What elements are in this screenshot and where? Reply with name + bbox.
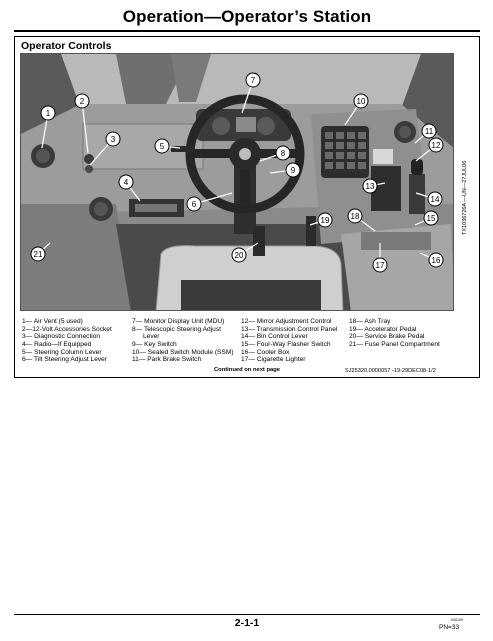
svg-text:12: 12: [431, 141, 441, 150]
legend-item: 5— Steering Column Lever: [22, 348, 102, 356]
callout-7: [246, 73, 260, 87]
pn-number: PN=33: [439, 624, 460, 631]
legend-item: 15— Four-Way Flasher Switch: [241, 341, 331, 349]
continued-note: Continued on next page: [213, 367, 281, 373]
legend-item: 7— Monitor Display Unit (MDU): [132, 318, 225, 325]
callout-17: [373, 258, 387, 272]
legend-column-2: [132, 318, 234, 364]
reference-code: SJ25320,0000057 -19-29DEC08-1/2: [345, 368, 436, 374]
legend-item: 21— Fuse Panel Compartment: [349, 341, 440, 349]
legend-item: 10— Sealed Switch Module (SSM): [132, 348, 234, 356]
date-stamp: 040109: [451, 618, 463, 622]
legend-item: 19— Accelerator Pedal: [349, 325, 417, 333]
svg-text:18: 18: [350, 212, 360, 221]
svg-text:3: 3: [110, 135, 116, 144]
leader-lines: [38, 80, 436, 265]
callout-15: [424, 211, 438, 225]
svg-text:20: 20: [234, 251, 244, 260]
legend-item: 12— Mirror Adjustment Control: [241, 318, 332, 325]
callout-13: [363, 179, 377, 193]
svg-text:13: 13: [365, 182, 375, 191]
legend-item: 11— Park Brake Switch: [132, 356, 202, 364]
svg-text:15: 15: [426, 214, 436, 223]
legend-item: 4— Radio—If Equipped: [22, 341, 92, 349]
callout-8: [276, 146, 290, 160]
page-title: Operation—Operator’s Station: [122, 7, 372, 26]
callout-12: [429, 138, 443, 152]
svg-text:21: 21: [33, 250, 43, 259]
callout-9: [286, 163, 300, 177]
callout-18: [348, 209, 362, 223]
svg-text:14: 14: [430, 195, 440, 204]
legend-item: 6— Tilt Steering Adjust Lever: [22, 356, 108, 364]
callout-2: [75, 94, 89, 108]
legend-column-3: [241, 318, 337, 364]
legend-item: Lever: [132, 333, 160, 341]
callout-19: [318, 213, 332, 227]
legend-column-4: [349, 318, 440, 349]
callout-5: [155, 139, 169, 153]
callout-11: [422, 124, 436, 138]
figure-code: TX1036726A —UN—27JUL06: [462, 160, 468, 235]
legend-item: 20— Service Brake Pedal: [349, 333, 425, 341]
callout-3: [106, 132, 120, 146]
svg-text:7: 7: [250, 76, 256, 85]
svg-text:4: 4: [123, 178, 129, 187]
legend-item: 14— Bin Control Lever: [241, 333, 308, 341]
svg-text:19: 19: [320, 216, 330, 225]
svg-text:6: 6: [191, 200, 197, 209]
svg-text:5: 5: [159, 142, 165, 151]
legend-item: 1— Air Vent (5 used): [22, 318, 83, 325]
callout-14: [428, 192, 442, 206]
svg-text:1: 1: [45, 109, 51, 118]
legend-item: 8— Telescopic Steering Adjust: [132, 325, 221, 333]
callout-1: [41, 106, 55, 120]
svg-text:9: 9: [290, 166, 296, 175]
svg-text:2: 2: [79, 97, 85, 106]
svg-text:10: 10: [356, 97, 366, 106]
svg-text:16: 16: [431, 256, 441, 265]
callout-16: [429, 253, 443, 267]
svg-text:17: 17: [375, 261, 385, 270]
legend-item: 9— Key Switch: [132, 341, 177, 349]
legend-item: 17— Cigarette Lighter: [241, 356, 306, 364]
callout-20: [232, 248, 246, 262]
svg-text:8: 8: [280, 149, 286, 158]
callout-21: [31, 247, 45, 261]
legend-item: 2—12-Volt Accessories Socket: [22, 325, 112, 333]
legend-column-1: [22, 318, 112, 364]
callout-4: [119, 175, 133, 189]
footer-divider: [14, 614, 480, 615]
legend-item: 13— Transmission Control Panel: [241, 325, 338, 333]
callout-6: [187, 197, 201, 211]
section-title: Operator Controls: [21, 40, 112, 52]
callout-10: [354, 94, 368, 108]
legend-item: 16— Cooler Box: [241, 348, 290, 356]
svg-text:11: 11: [424, 127, 434, 136]
legend-item: 18— Ash Tray: [349, 318, 391, 325]
page-number: 2-1-1: [234, 617, 260, 629]
title-divider: [14, 30, 480, 32]
callout-layer: [20, 53, 454, 311]
legend-item: 3— Diagnostic Connection: [22, 333, 101, 341]
